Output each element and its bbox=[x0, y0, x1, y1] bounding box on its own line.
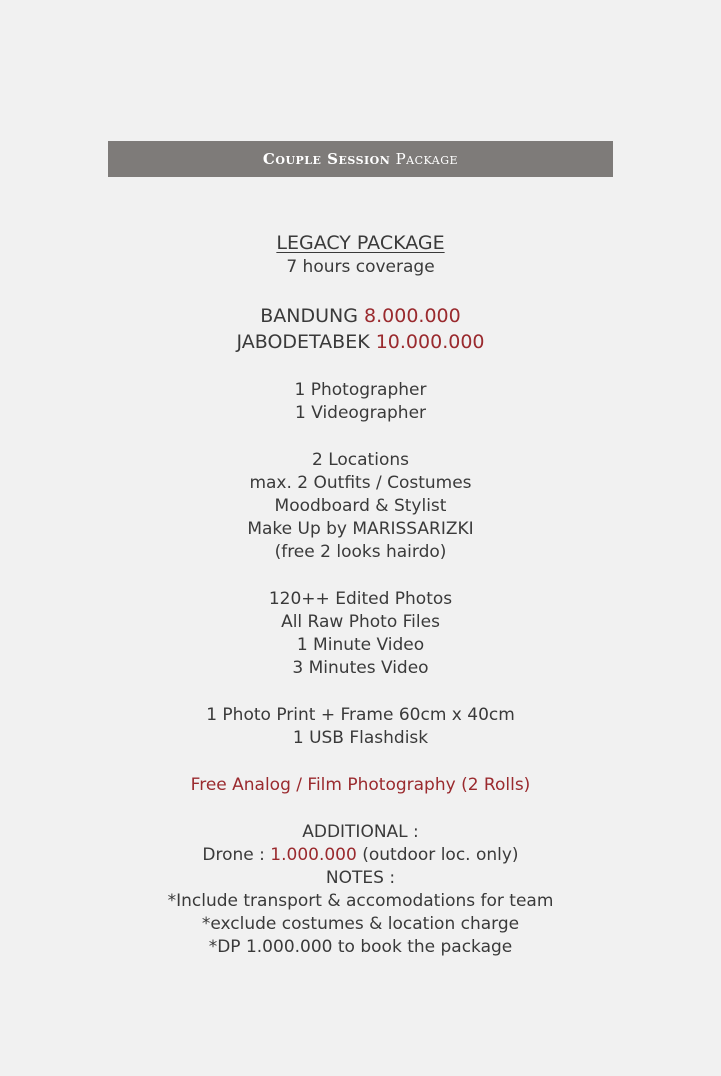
price-amount: 8.000.000 bbox=[364, 305, 461, 327]
deliverable-item: All Raw Photo Files bbox=[281, 612, 440, 632]
crew-item: 1 Videographer bbox=[294, 403, 427, 423]
session-item: Make Up by MARISSARIZKI bbox=[247, 519, 474, 539]
session-item: (free 2 looks hairdo) bbox=[274, 542, 447, 562]
note-item: *exclude costumes & location charge bbox=[201, 914, 520, 934]
price-city: JABODETABEK bbox=[236, 331, 370, 353]
note-item: *DP 1.000.000 to book the package bbox=[208, 937, 513, 957]
physical-item: 1 Photo Print + Frame 60cm x 40cm bbox=[206, 705, 515, 725]
drone-suffix: (outdoor loc. only) bbox=[362, 845, 519, 865]
session-item: max. 2 Outfits / Costumes bbox=[249, 473, 472, 493]
price-city: BANDUNG bbox=[260, 305, 358, 327]
title-light: Package bbox=[395, 150, 459, 168]
spacer bbox=[0, 680, 721, 704]
spacer bbox=[0, 750, 721, 774]
title-strong: Couple Session bbox=[262, 150, 391, 168]
spacer bbox=[0, 355, 721, 379]
physical-item: 1 USB Flashdisk bbox=[292, 728, 429, 748]
page-title bbox=[263, 150, 458, 168]
additional-heading: ADDITIONAL : bbox=[302, 822, 419, 842]
crew-item: 1 Photographer bbox=[294, 380, 427, 400]
deliverable-item: 1 Minute Video bbox=[296, 635, 425, 655]
package-name: LEGACY PACKAGE bbox=[276, 232, 445, 254]
deliverable-item: 3 Minutes Video bbox=[292, 658, 429, 678]
header-bar bbox=[108, 141, 613, 177]
spacer bbox=[0, 797, 721, 821]
spacer bbox=[0, 564, 721, 588]
spacer bbox=[0, 279, 721, 303]
price-amount: 10.000.000 bbox=[375, 331, 485, 353]
note-item: *Include transport & accomodations for team bbox=[167, 891, 554, 911]
package-coverage: 7 hours coverage bbox=[286, 257, 435, 277]
deliverable-item: 120++ Edited Photos bbox=[268, 589, 453, 609]
session-item: Moodboard & Stylist bbox=[274, 496, 447, 516]
bonus-offer: Free Analog / Film Photography (2 Rolls) bbox=[190, 775, 531, 795]
notes-heading: NOTES : bbox=[325, 868, 396, 888]
drone-prefix: Drone : bbox=[202, 845, 265, 865]
drone-addon bbox=[0, 844, 721, 867]
drone-price: 1.000.000 bbox=[270, 845, 357, 865]
price-jabodetabek bbox=[0, 329, 721, 355]
spacer bbox=[0, 425, 721, 449]
session-item: 2 Locations bbox=[312, 450, 409, 470]
price-bandung bbox=[0, 303, 721, 329]
package-content bbox=[0, 230, 721, 959]
